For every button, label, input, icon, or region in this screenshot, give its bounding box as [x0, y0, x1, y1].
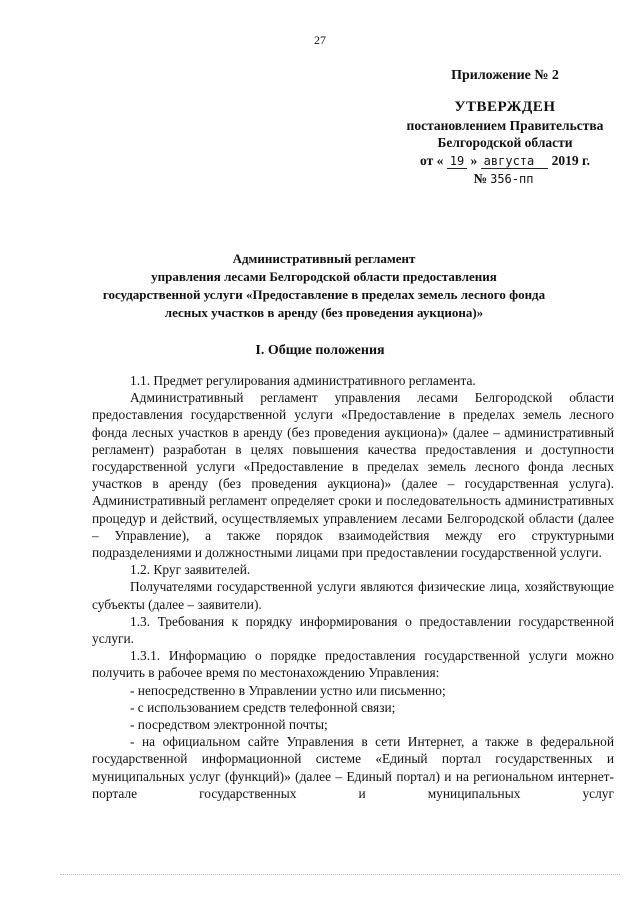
approved-by-line1: постановлением Правительства [406, 118, 604, 133]
appendix-label: Приложение № 2 [451, 68, 559, 83]
paragraph-1-2: 1.2. Круг заявителей. [130, 562, 251, 578]
body-text [92, 372, 614, 802]
paragraph-1-3-1: 1.3.1. Информацию о порядке предоставления государственной услуги можно получить в рабочее время по местонахождению Управления: [92, 648, 614, 681]
page-number: 27 [314, 33, 326, 47]
approved-by-line2: Белгородской области [437, 135, 573, 150]
bullet-email: - посредством электронной почты; [130, 717, 328, 733]
date-month: августа [481, 154, 549, 169]
paragraph-regulation: Административный регламент управления лесами Белгородской области предоставления государственной услуги «Предоставление в пределах земель лесного фонда лесных участков в аренду (без проведения аукциона)» (далее – административный регламент) разработан в целях повышения качества предоставления и доступности государственной услуги «Предоставление в пределах земель лесного фонда лесных участков в аренду (без проведения аукциона)» (далее – государственная услуга). Административный регламент определяет сроки и последовательность административных процедур и действий, осуществляемых управлением лесами Белгородской области (далее – Управление), а также порядок взаимодействия между его структурными подразделениями и должностными лицами при предоставлении государственной услуги. [92, 390, 614, 561]
number-value: 356-пп [490, 172, 534, 186]
approved-stamp: УТВЕРЖДЕН [454, 99, 556, 115]
date-year: 2019 г. [551, 153, 590, 168]
page-bottom-rule [60, 874, 620, 875]
paragraph-1-3: 1.3. Требования к порядку информирования о предоставлении государственной услуги. [92, 613, 614, 647]
date-day: 19 [447, 154, 467, 169]
title-line4: лесных участков в аренду (без проведения аукциона)» [164, 305, 484, 320]
number-prefix: № [473, 171, 488, 186]
date-mid: » [470, 153, 478, 168]
document-title [78, 250, 570, 322]
paragraph-1-1: 1.1. Предмет регулирования административного регламента. [130, 373, 476, 388]
approval-date [380, 153, 630, 169]
paragraph-applicants: Получателями государственной услуги являются физические лица, хозяйствующие субъекты (далее – заявители). [92, 579, 614, 612]
title-line3: государственной услуги «Предоставление в пределах земель лесного фонда [102, 287, 546, 302]
bullet-phone: - с использованием средств телефонной связи; [130, 699, 396, 715]
title-line1: Административный регламент [232, 251, 416, 266]
approval-number [380, 171, 630, 187]
bullet-website: - на официальном сайте Управления в сети Интернет, а также в федеральной государственной информационной системе «Единый портал государственных и муниципальных услуг (функций)» (далее – Единый портал) и на региональном интернет-портале государственных и муниципальных услуг [92, 734, 614, 801]
bullet-in-person: - непосредственно в Управлении устно или письменно; [130, 682, 446, 698]
section-heading: I. Общие положения [255, 343, 385, 358]
title-line2: управления лесами Белгородской области предоставления [151, 269, 497, 284]
date-prefix: от « [420, 153, 444, 168]
